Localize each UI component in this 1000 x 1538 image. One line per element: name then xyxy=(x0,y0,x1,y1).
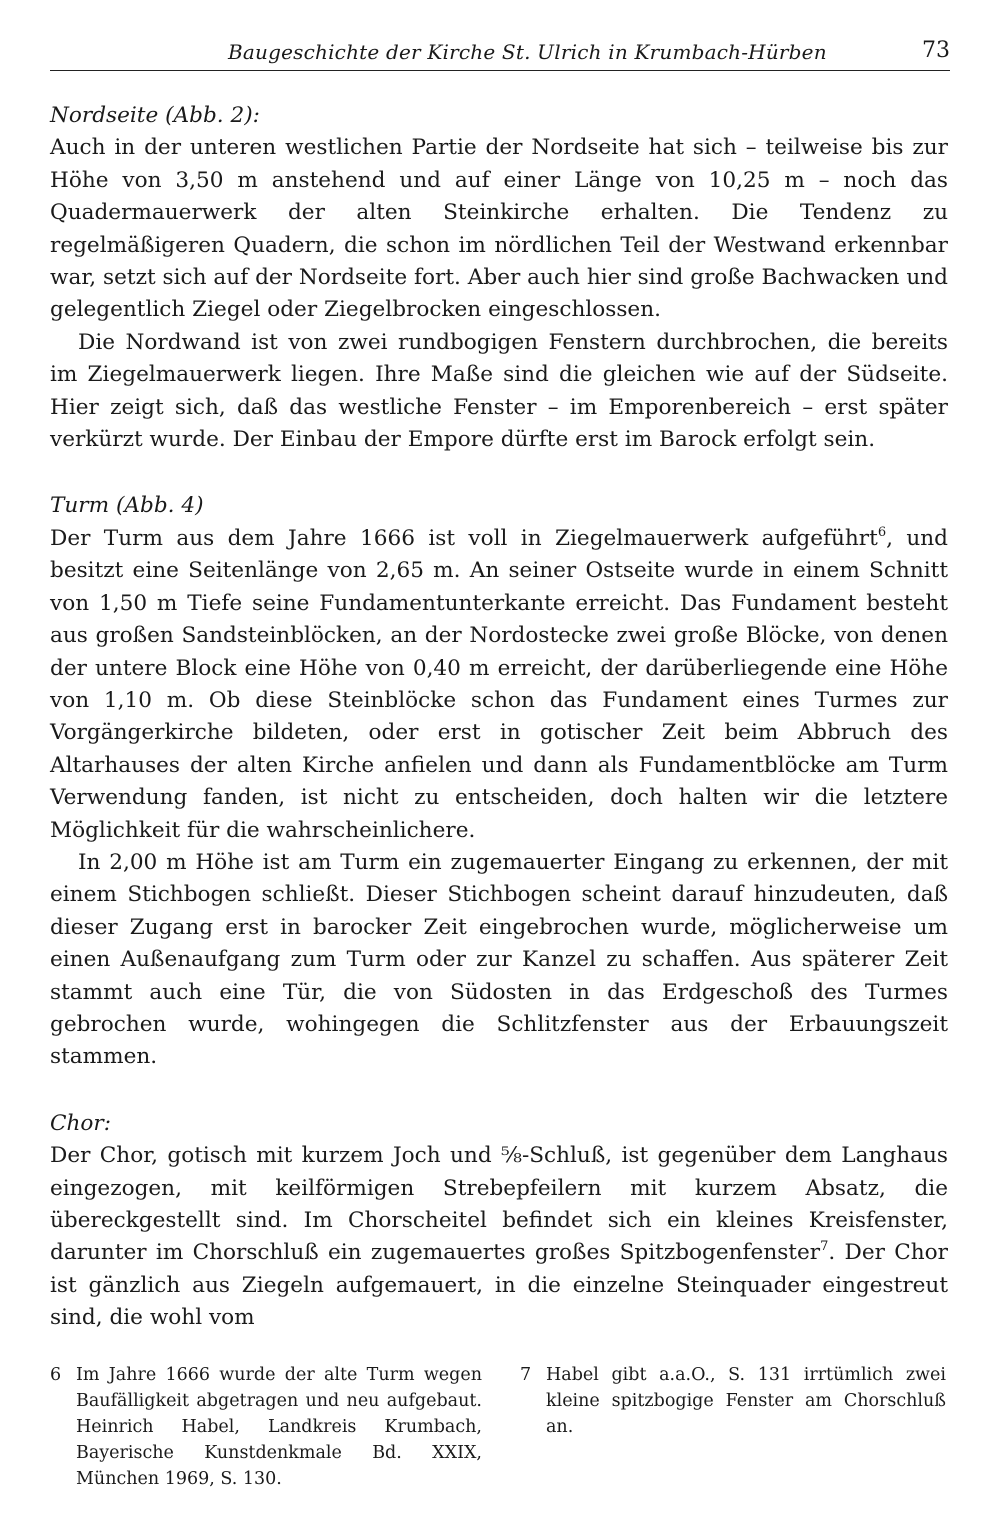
footnote-text: Habel gibt a.a.O., S. 131 irrtümlich zwei kleine spitzbogige Fenster am Chorschluß an. xyxy=(546,1365,946,1437)
paragraph xyxy=(50,523,948,847)
section-heading: Turm (Abb. 4) xyxy=(50,493,204,519)
footnote-ref: 7 xyxy=(820,1239,829,1255)
footnote-number: 6 xyxy=(50,1365,62,1385)
section-heading: Nordseite (Abb. 2): xyxy=(50,103,260,128)
running-head xyxy=(50,36,950,71)
section-heading: Chor: xyxy=(50,1110,112,1136)
paragraph: Auch in der unteren westlichen Partie der Nordseite hat sich – teilweise bis zur Höhe von 3,50 m anstehend und auf einer Länge von 10,25 m – noch das Quadermauerwerk der alten Steinkirche erhalten. Die Tendenz zu regelmäßigeren Quadern, die schon im nördlichen Teil der Westwand erkennbar war, setzt sich auf der Nordseite fort. Aber auch hier sind große Bachwacken und gelegentlich Ziegel oder Ziegelbrocken eingeschlossen. xyxy=(50,135,948,323)
running-head-title: Baugeschichte der Kirche St. Ulrich in Krumbach-Hürben xyxy=(228,40,827,64)
paragraph-text: , und besitzt eine Seitenlänge von 2,65 m. An seiner Ostseite wurde in einem Schnitt von 1,50 m Tiefe seine Fundamentunterkante erreicht. Das Fundament besteht aus großen Sandsteinblöcken, an der Nordostecke zwei große Blöcke, von denen der untere Block eine Höhe von 0,40 m erreicht, der darüberliegende eine Höhe von 1,10 m. Ob diese Steinblöcke schon das Fundament eines Turmes zur Vorgängerkirche bildeten, oder erst in gotischer Zeit beim Abbruch des Altarhauses der alten Kirche anfielen und dann als Fundamentblöcke am Turm Verwendung fanden, ist nicht zu entscheiden, doch halten wir die letztere Möglichkeit für die wahrscheinlichere. xyxy=(50,525,948,843)
footnote-number: 7 xyxy=(520,1365,532,1385)
section-chor xyxy=(50,1108,948,1335)
paragraph: Die Nordwand ist von zwei rundbogigen Fenstern durchbrochen, die bereits im Ziegelmauerwerk liegen. Ihre Maße sind die gleichen wie auf der Südseite. Hier zeigt sich, daß das westliche Fenster – im Emporenbereich – erst später verkürzt wurde. Der Einbau der Empore dürfte erst im Barock erfolgt sein. xyxy=(50,329,948,453)
paragraph-text: . Der Chor ist gänzlich aus Ziegeln aufgemauert, in die einzelne Steinquader eingestreut sind, die wohl vom xyxy=(50,1240,948,1331)
section-nordseite xyxy=(50,100,948,456)
paragraph xyxy=(50,1140,948,1334)
footnote-ref: 6 xyxy=(877,524,887,540)
section-turm xyxy=(50,490,948,1073)
footnote-text: Im Jahre 1666 wurde der alte Turm wegen Baufälligkeit abgetragen und neu aufgebaut. Heinrich Habel, Landkreis Krumbach, Bayerische Kunstdenkmale Bd. XXIX, München 1969, S. 130. xyxy=(76,1365,482,1489)
paragraph-text: Der Turm aus dem Jahre 1666 ist voll in Ziegelmauerwerk aufgeführt xyxy=(50,525,878,551)
paragraph-text: Der Chor, gotisch mit kurzem Joch und ⅝-Schluß, ist gegenüber dem Langhaus eingezogen, mit keilförmigen Strebepfeilern mit kurzem Absatz, die übereckgestellt sind. Im Chorscheitel befindet sich ein kleines Kreisfenster, darunter im Chorschluß ein zugemauertes großes Spitzbogenfenster xyxy=(50,1143,948,1266)
page-number: 73 xyxy=(922,38,950,63)
paragraph: In 2,00 m Höhe ist am Turm ein zugemauerter Eingang zu erkennen, der mit einem Stichbogen schließt. Dieser Stichbogen scheint darauf hinzudeuten, daß dieser Zugang erst in barocker Zeit eingebrochen wurde, möglicherweise um einen Außenaufgang zum Turm oder zur Kanzel zu schaffen. Aus späterer Zeit stammt auch eine Tür, die von Südosten in das Erdgeschoß des Turmes gebrochen wurde, wohingegen die Schlitzfenster aus der Erbauungszeit stammen. xyxy=(50,849,948,1070)
main-text xyxy=(50,100,948,1335)
